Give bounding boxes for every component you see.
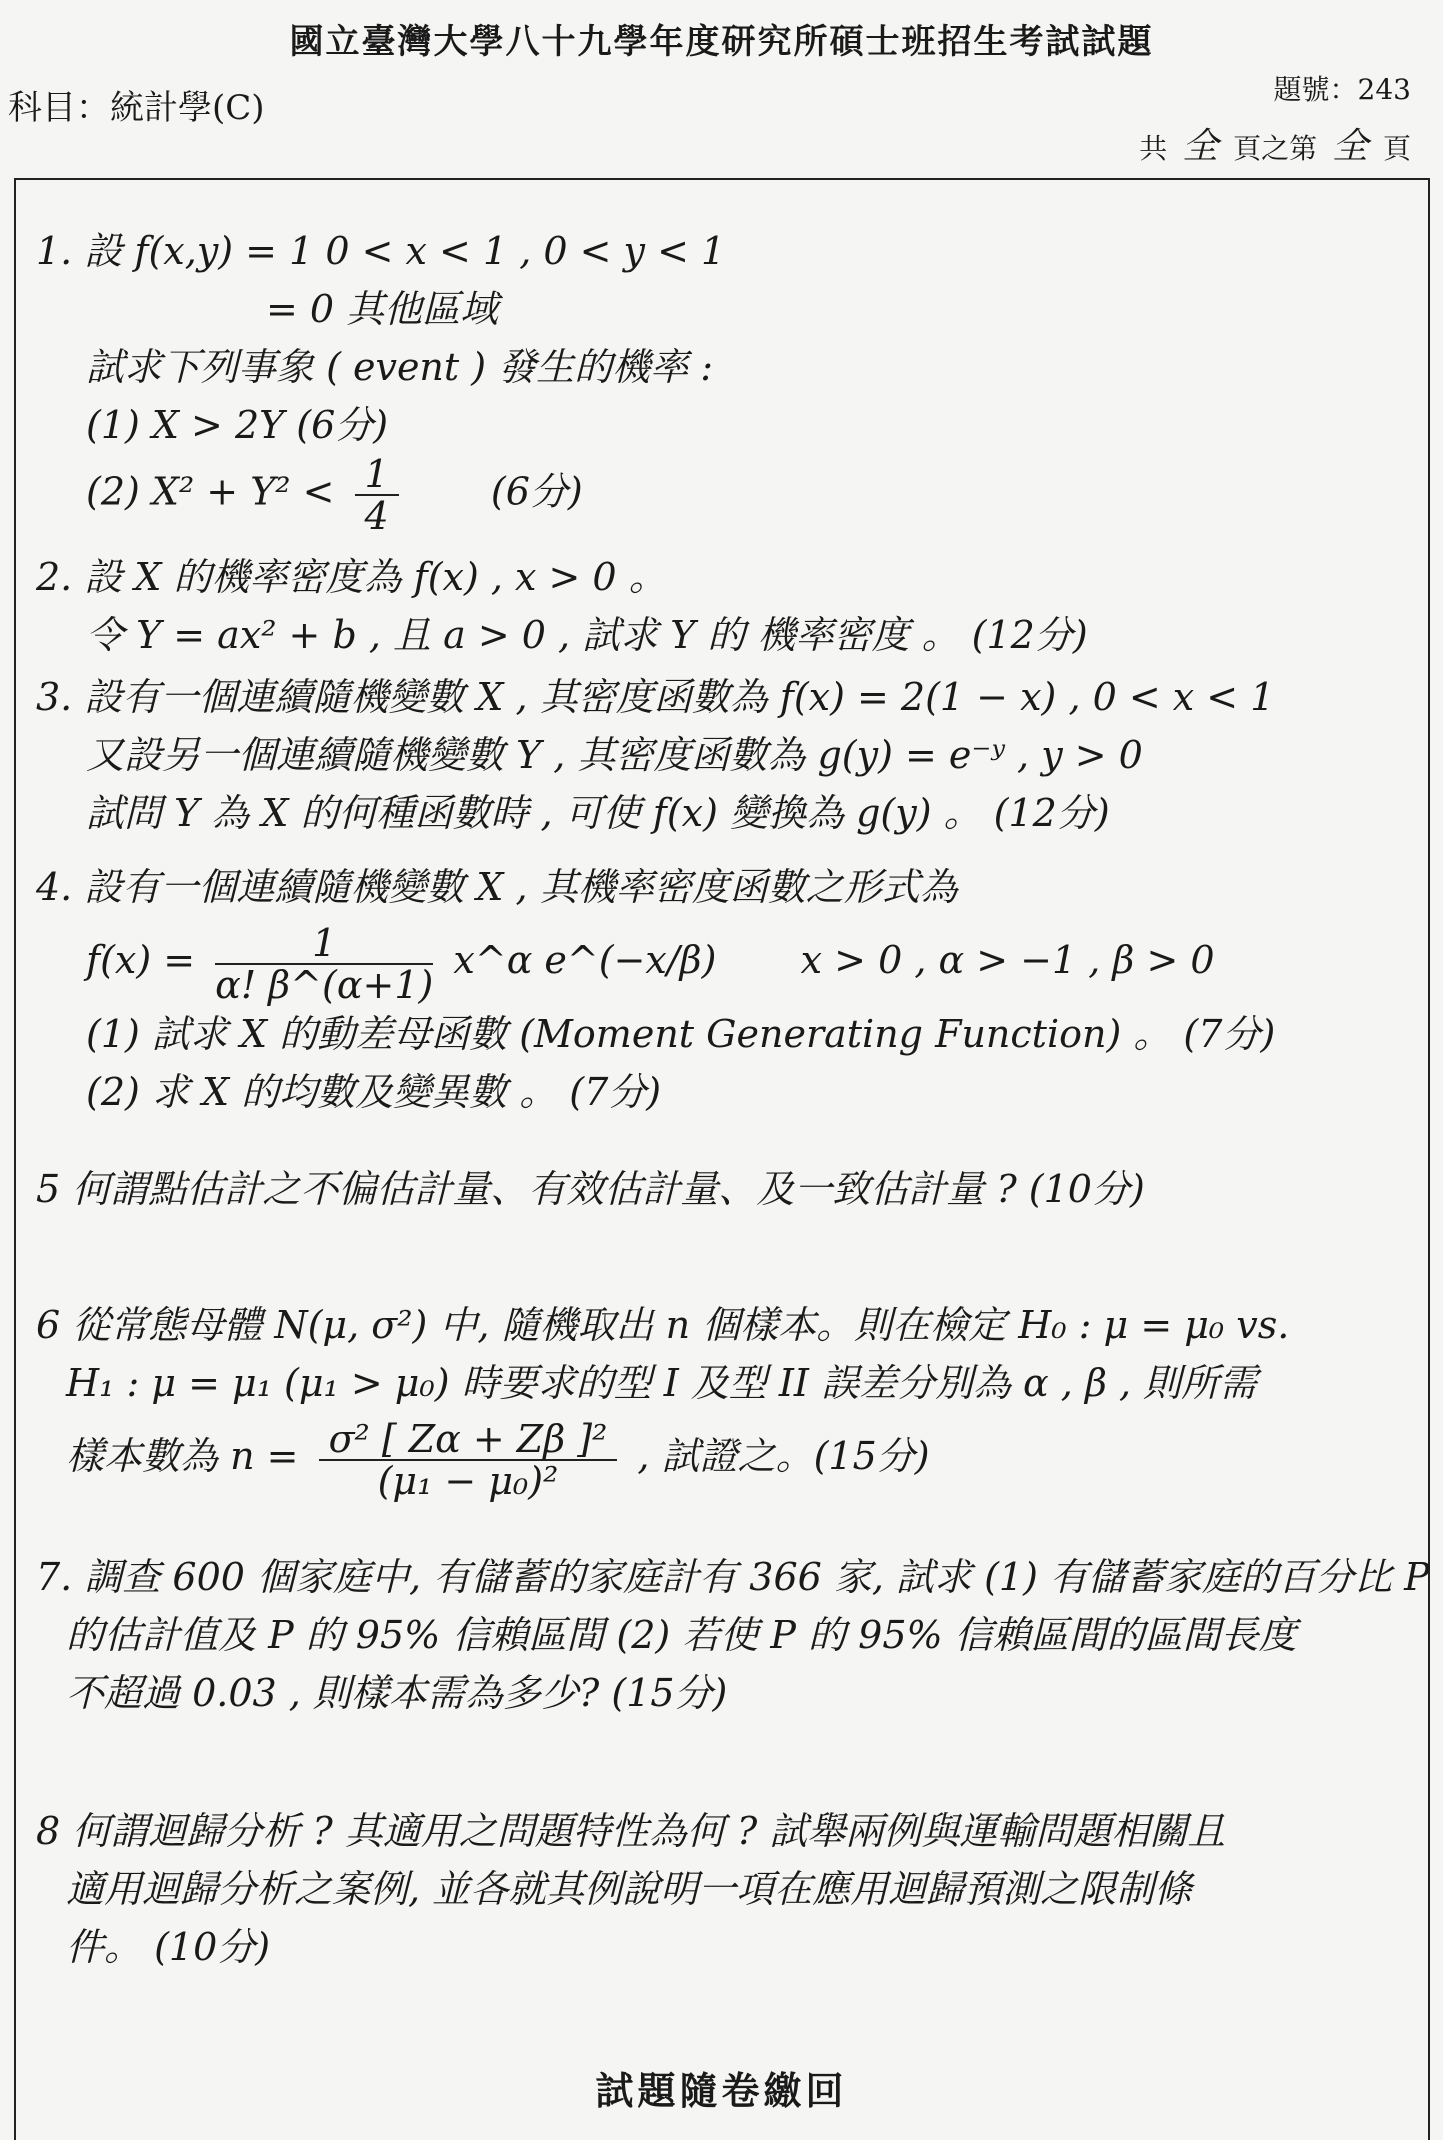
- q3-line-2: 又設另一個連續隨機變數 Y , 其密度函數為 g(y) = e⁻ʸ , y > 0: [86, 733, 1143, 777]
- q1-part2-text: (2) X² + Y² <: [86, 469, 335, 514]
- question-6: [36, 1296, 1396, 1501]
- page-current: 全: [1332, 126, 1369, 167]
- footer-return-notice: 試題隨卷繳回: [595, 2068, 848, 2113]
- q6-fraction: [319, 1416, 618, 1503]
- page-suffix: 頁: [1382, 132, 1411, 165]
- q6-line-1: 6 從常態母體 N(μ, σ²) 中, 隨機取出 n 個樣本。則在檢定 H₀ : μ = μ₀ vs.: [36, 1303, 1290, 1347]
- q4-fraction-denominator: α! β^(α+1): [215, 962, 434, 1007]
- q5-line-1: 5 何謂點估計之不偏估計量、有效估計量、及一致估計量 ? (10分): [36, 1167, 1145, 1211]
- q4-kernel: x^α e^(−x/β): [453, 938, 717, 982]
- q4-line-4: (2) 求 X 的均數及變異數 。 (7分): [86, 1069, 662, 1114]
- q1-part2-score: (6分): [490, 469, 583, 514]
- q6-fraction-numerator: σ² [ Zα + Zβ ]²: [319, 1419, 618, 1461]
- q3-line-1: 3. 設有一個連續隨機變數 X , 其密度函數為 f(x) = 2(1 − x) , 0 < x < 1: [36, 675, 1275, 719]
- page-total: 全: [1182, 126, 1219, 167]
- q1-fraction: [355, 454, 399, 536]
- q7-line-1: 7. 調查 600 個家庭中, 有儲蓄的家庭計有 366 家, 試求 (1) 有儲蓄家庭的百分比 P: [36, 1555, 1430, 1599]
- q1-line-4: (1) X > 2Y (6分): [86, 403, 389, 447]
- page-middle: 頁之第: [1233, 132, 1318, 165]
- q4-fraction-numerator: 1: [215, 923, 433, 965]
- question-number: 題號：243: [1273, 73, 1411, 106]
- q1-fraction-numerator: 1: [355, 454, 399, 496]
- q6-fraction-denominator: (μ₁ − μ₀)²: [377, 1458, 559, 1503]
- q4-line-2: [36, 916, 1396, 1005]
- q7-line-2: 的估計值及 P 的 95% 信賴區間 (2) 若使 P 的 95% 信賴區間的區間長度: [66, 1613, 1297, 1657]
- q4-domain: x > 0 , α > −1 , β > 0: [800, 938, 1215, 982]
- q6-proof-request: , 試證之。(15分): [637, 1434, 930, 1478]
- question-5: [36, 1160, 1396, 1218]
- q6-n-label: 樣本數為 n =: [66, 1434, 299, 1478]
- q1-fraction-denominator: 4: [364, 494, 389, 538]
- exam-title: 國立臺灣大學八十九學年度研究所碩士班招生考試試題: [289, 22, 1154, 62]
- q4-fraction: [215, 920, 434, 1007]
- question-7: [36, 1548, 1430, 1722]
- q2-line-2: 令 Y = ax² + b , 且 a > 0 , 試求 Y 的 機率密度 。 (12分): [86, 613, 1088, 657]
- subject-label: 科目：統計學(C): [8, 88, 265, 128]
- q8-line-1: 8 何謂迴歸分析 ? 其適用之問題特性為何 ? 試舉兩例與運輸問題相關且: [36, 1809, 1226, 1853]
- q7-line-3: 不超過 0.03 , 則樣本需為多少? (15分): [66, 1671, 728, 1715]
- question-1: [36, 222, 1396, 536]
- question-2: [36, 548, 1396, 664]
- question-3: [36, 668, 1396, 842]
- q8-line-2: 適用迴歸分析之案例, 並各就其例說明一項在應用迴歸預測之限制條: [66, 1867, 1193, 1911]
- q6-line-2: H₁ : μ = μ₁ (μ₁ > μ₀) 時要求的型 I 及型 II 誤差分別為 α , β , 則所需: [66, 1361, 1258, 1405]
- question-4: [36, 858, 1396, 1121]
- q1-line-1: 1. 設 f(x,y) = 1 0 < x < 1 , 0 < y < 1: [36, 229, 726, 273]
- q4-line-3: (1) 試求 X 的動差母函數 (Moment Generating Function) 。 (7分): [86, 1011, 1276, 1056]
- page-indicator: [1139, 118, 1411, 169]
- q1-line-5: [36, 454, 1396, 536]
- q4-f-label: f(x) =: [86, 938, 196, 982]
- q2-line-1: 2. 設 X 的機率密度為 f(x) , x > 0 。: [36, 555, 667, 599]
- page-prefix: 共: [1139, 132, 1168, 165]
- question-8: [36, 1802, 1396, 1976]
- q1-line-3: 試求下列事象 ( event ) 發生的機率 :: [86, 345, 714, 389]
- q1-line-2: = 0 其他區域: [266, 287, 499, 331]
- q8-line-3: 件。 (10分): [66, 1925, 271, 1969]
- q6-line-3: [36, 1412, 1396, 1501]
- q4-line-1: 4. 設有一個連續隨機變數 X , 其機率密度函數之形式為: [36, 865, 958, 909]
- q3-line-3: 試問 Y 為 X 的何種函數時 , 可使 f(x) 變換為 g(y) 。 (12分): [86, 791, 1110, 835]
